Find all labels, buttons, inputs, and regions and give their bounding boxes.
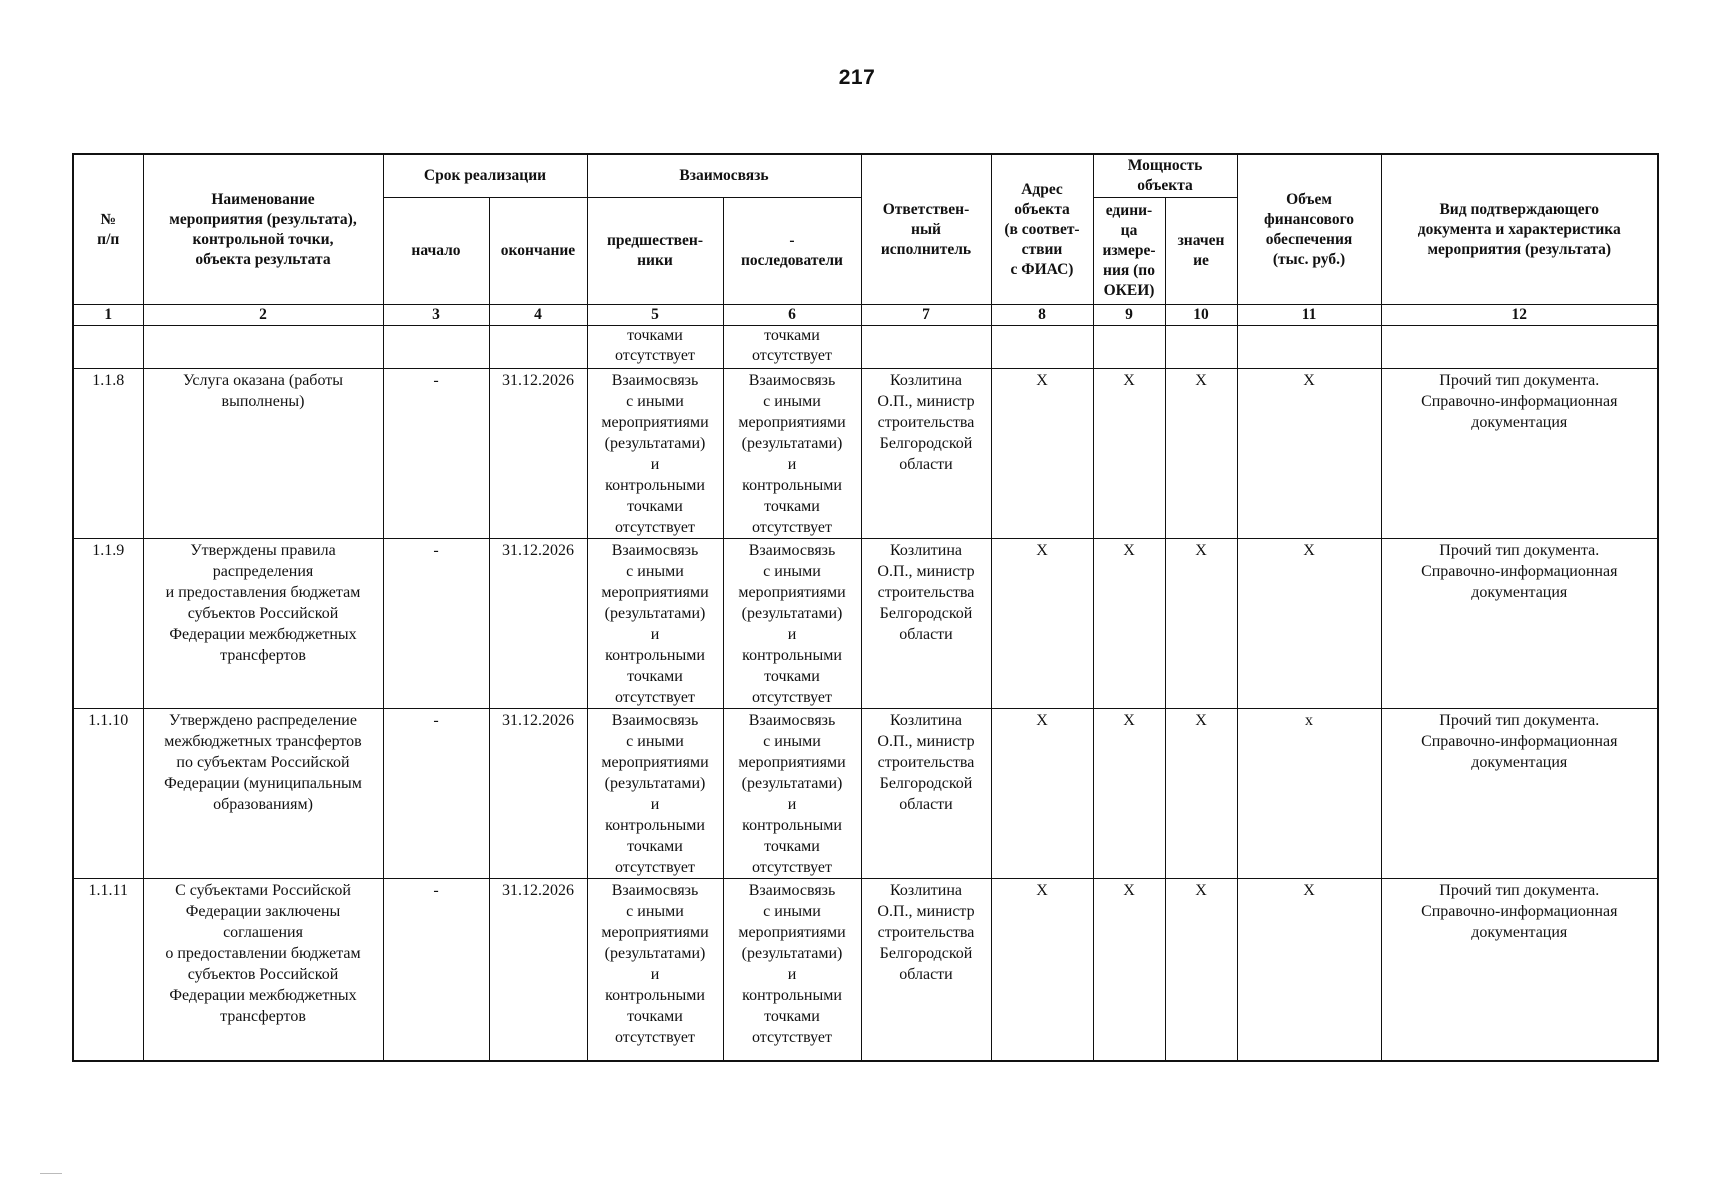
row-successors: Взаимосвязь с иными мероприятиями (результатами) и контрольными точками отсутствует [723,539,861,709]
row-responsible: Козлитина О.П., министр строительства Белгородской области [861,369,991,539]
row-end: 31.12.2026 [489,369,587,539]
empty-cell [143,326,383,369]
row-predecessors: Взаимосвязь с иными мероприятиями (результатами) и контрольными точками отсутствует [587,879,723,1062]
table-row [73,369,1658,539]
continuation-row [73,326,1658,369]
row-predecessors: Взаимосвязь с иными мероприятиями (результатами) и контрольными точками отсутствует [587,709,723,879]
row-number: 1.1.8 [73,369,143,539]
header-finance: Объем финансового обеспечения (тыс. руб.) [1237,154,1381,305]
header-successors-label: последователи [741,252,843,269]
row-responsible: Козлитина О.П., министр строительства Белгородской области [861,539,991,709]
column-number: 9 [1093,305,1165,326]
row-responsible: Козлитина О.П., министр строительства Белгородской области [861,879,991,1062]
row-finance: x [1237,709,1381,879]
row-start: - [383,369,489,539]
row-predecessors: Взаимосвязь с иными мероприятиями (результатами) и контрольными точками отсутствует [587,369,723,539]
row-address: X [991,709,1093,879]
row-name: Утверждены правила распределения и предоставления бюджетам субъектов Российской Федерации межбюджетных трансфертов [143,539,383,709]
row-end: 31.12.2026 [489,709,587,879]
column-number: 6 [723,305,861,326]
row-document: Прочий тип документа. Справочно-информационная документация [1381,879,1658,1062]
column-number: 3 [383,305,489,326]
row-name: Услуга оказана (работы выполнены) [143,369,383,539]
header-link: Взаимосвязь [587,154,861,198]
column-number: 11 [1237,305,1381,326]
row-finance: X [1237,369,1381,539]
empty-cell [73,326,143,369]
row-successors: Взаимосвязь с иными мероприятиями (результатами) и контрольными точками отсутствует [723,879,861,1062]
table-row [73,539,1658,709]
header-name: Наименование мероприятия (результата), контрольной точки, объекта результата [143,154,383,305]
column-number: 12 [1381,305,1658,326]
row-successors: Взаимосвязь с иными мероприятиями (результатами) и контрольными точками отсутствует [723,369,861,539]
row-value: X [1165,369,1237,539]
column-number: 8 [991,305,1093,326]
row-successors: Взаимосвязь с иными мероприятиями (результатами) и контрольными точками отсутствует [723,709,861,879]
predecessors-cell: точками отсутствует [587,326,723,369]
row-finance: X [1237,879,1381,1062]
empty-cell [861,326,991,369]
row-unit: X [1093,369,1165,539]
row-predecessors: Взаимосвязь с иными мероприятиями (результатами) и контрольными точками отсутствует [587,539,723,709]
row-finance: X [1237,539,1381,709]
header-start: начало [383,198,489,305]
row-address: X [991,369,1093,539]
row-address: X [991,539,1093,709]
row-start: - [383,709,489,879]
header-power: Мощность объекта [1093,154,1237,198]
row-unit: X [1093,879,1165,1062]
header-address: Адрес объекта (в соответ- ствии с ФИАС) [991,154,1093,305]
header-successors-mark: - [789,232,795,249]
column-number: 5 [587,305,723,326]
header-successors [723,198,861,305]
empty-cell [1165,326,1237,369]
row-end: 31.12.2026 [489,879,587,1062]
row-value: X [1165,709,1237,879]
empty-cell [1093,326,1165,369]
empty-cell [1381,326,1658,369]
row-end: 31.12.2026 [489,539,587,709]
empty-cell [991,326,1093,369]
successors-cell: точками отсутствует [723,326,861,369]
row-document: Прочий тип документа. Справочно-информационная документация [1381,709,1658,879]
row-document: Прочий тип документа. Справочно-информационная документация [1381,369,1658,539]
column-number: 1 [73,305,143,326]
table-row [73,709,1658,879]
row-name: С субъектами Российской Федерации заключены соглашения о предоставлении бюджетам субъектов Российской Федерации межбюджетных трансфертов [143,879,383,1062]
row-start: - [383,539,489,709]
header-end: окончание [489,198,587,305]
row-value: X [1165,879,1237,1062]
row-number: 1.1.10 [73,709,143,879]
row-unit: X [1093,539,1165,709]
header-predecessors: предшествен- ники [587,198,723,305]
header-value: значен ие [1165,198,1237,305]
page-number: 217 [838,66,876,89]
header-document: Вид подтверждающего документа и характеристика мероприятия (результата) [1381,154,1658,305]
empty-cell [489,326,587,369]
row-unit: X [1093,709,1165,879]
column-number: 2 [143,305,383,326]
header-responsible: Ответствен- ный исполнитель [861,154,991,305]
row-responsible: Козлитина О.П., министр строительства Белгородской области [861,709,991,879]
activities-table [72,153,1659,1062]
empty-cell [383,326,489,369]
row-address: X [991,879,1093,1062]
header-unit: едини- ца измере- ния (по ОКЕИ) [1093,198,1165,305]
column-number: 10 [1165,305,1237,326]
row-number: 1.1.11 [73,879,143,1062]
row-document: Прочий тип документа. Справочно-информационная документация [1381,539,1658,709]
header-period: Срок реализации [383,154,587,198]
header-num: № п/п [73,154,143,305]
table-row [73,879,1658,1062]
column-number: 4 [489,305,587,326]
column-number: 7 [861,305,991,326]
row-value: X [1165,539,1237,709]
row-number: 1.1.9 [73,539,143,709]
row-name: Утверждено распределение межбюджетных трансфертов по субъектам Российской Федерации (муниципальным образованиям) [143,709,383,879]
row-start: - [383,879,489,1062]
scan-mark [40,1173,62,1174]
empty-cell [1237,326,1381,369]
